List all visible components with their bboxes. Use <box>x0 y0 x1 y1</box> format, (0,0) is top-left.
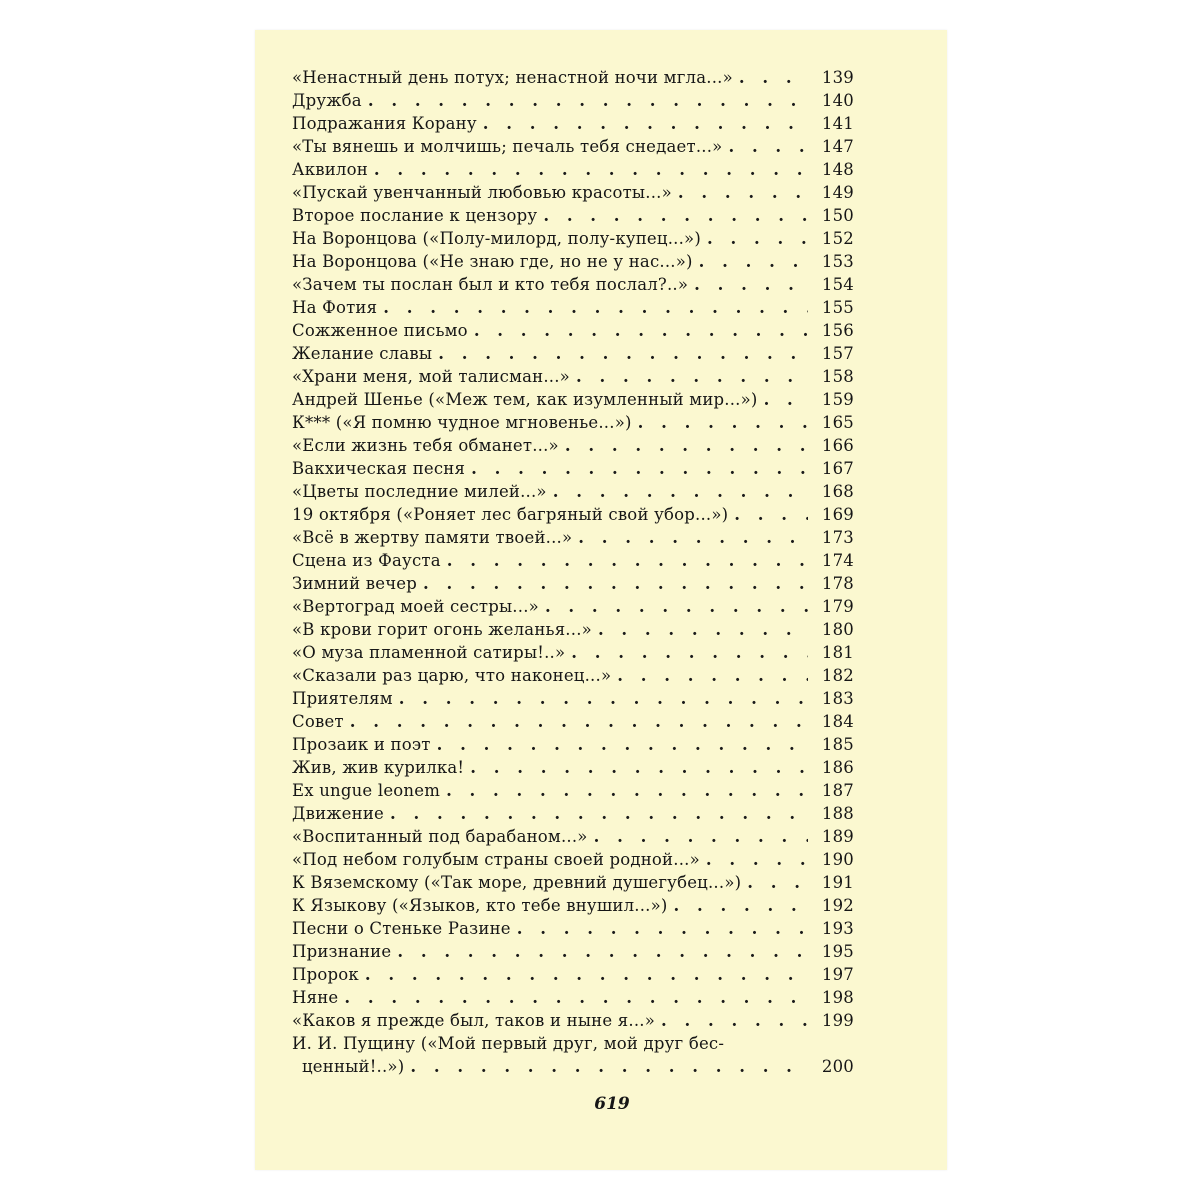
dot-leader <box>565 434 808 457</box>
toc-entry-title: «Вертоград моей сестры...» <box>292 597 539 616</box>
toc-entry <box>292 503 854 526</box>
dot-leader <box>350 710 808 733</box>
dot-leader <box>471 457 808 480</box>
toc-entry-page: 139 <box>821 68 854 87</box>
dot-leader <box>410 1055 808 1078</box>
toc-entry-title: «Зачем ты послан был и кто тебя послал?..» <box>292 275 689 294</box>
toc-entry-page: 189 <box>821 827 854 846</box>
toc-entry <box>292 618 854 641</box>
toc-entry-title: «Под небом голубым страны своей родной...» <box>292 850 700 869</box>
toc-entry <box>292 641 854 664</box>
toc-entry <box>292 710 854 733</box>
toc-entry <box>292 687 854 710</box>
toc-entry-title: «Сказали раз царю, что наконец...» <box>292 666 612 685</box>
dot-leader <box>545 595 808 618</box>
toc-entry-page: 152 <box>821 229 854 248</box>
toc-entry <box>292 135 854 158</box>
toc-entry-page: 178 <box>821 574 854 593</box>
toc-entry-page: 183 <box>821 689 854 708</box>
dot-leader <box>707 227 808 250</box>
toc-entry <box>292 411 854 434</box>
toc-entry <box>292 250 854 273</box>
toc-entry <box>292 940 854 963</box>
toc-entry-title: «Храни меня, мой талисман...» <box>292 367 570 386</box>
toc-entry-title: Подражания Корану <box>292 114 477 133</box>
toc-entry <box>292 986 854 1009</box>
toc-entry-page: 169 <box>821 505 854 524</box>
toc-entry-page: 195 <box>821 942 854 961</box>
dot-leader <box>747 871 808 894</box>
toc-entry-title: «Воспитанный под барабаном...» <box>292 827 588 846</box>
toc-entry-title: Желание славы <box>292 344 433 363</box>
toc-entry-title: К Вяземскому («Так море, древний душегубец...») <box>292 873 742 892</box>
toc-entry <box>292 457 854 480</box>
toc-entry-page: 181 <box>821 643 854 662</box>
dot-leader <box>617 664 808 687</box>
toc-entry <box>292 848 854 871</box>
toc-entry <box>292 779 854 802</box>
dot-leader <box>483 112 808 135</box>
toc-entry-page: 168 <box>821 482 854 501</box>
dot-leader <box>728 135 808 158</box>
toc-entry <box>292 89 854 112</box>
toc-entry-title: Второе послание к цензору <box>292 206 538 225</box>
toc-entry-page: 200 <box>821 1057 854 1076</box>
toc-entry <box>292 319 854 342</box>
toc-entry-page: 154 <box>821 275 854 294</box>
toc-entry-title: 19 октября («Роняет лес багряный свой убор...») <box>292 505 729 524</box>
dot-leader <box>397 940 808 963</box>
toc-entry <box>292 1009 854 1032</box>
dot-leader <box>447 549 808 572</box>
toc-entry-title-line2: ценный!..») <box>302 1057 405 1076</box>
toc-entry-title: «Цветы последние милей...» <box>292 482 547 501</box>
dot-leader <box>365 963 808 986</box>
dot-leader <box>706 848 808 871</box>
toc-entry-title: Дружба <box>292 91 362 110</box>
toc-entry-page: 166 <box>821 436 854 455</box>
toc-entry <box>292 664 854 687</box>
toc-entry-page: 150 <box>821 206 854 225</box>
toc-entry <box>292 273 854 296</box>
toc-entry-page: 187 <box>821 781 854 800</box>
toc-entry <box>292 181 854 204</box>
dot-leader <box>674 894 808 917</box>
toc-entry-page: 153 <box>821 252 854 271</box>
toc-entry-page: 159 <box>821 390 854 409</box>
dot-leader <box>438 342 808 365</box>
toc-entry-title: Жив, жив курилка! <box>292 758 465 777</box>
toc-entry-title: Совет <box>292 712 344 731</box>
dot-leader <box>474 319 808 342</box>
toc-entry-title: На Воронцова («Полу-милорд, полу-купец...») <box>292 229 701 248</box>
toc-entry-title: Ex ungue leonem <box>292 781 441 800</box>
toc-entry-multiline-first <box>292 1032 854 1055</box>
toc-entry <box>292 296 854 319</box>
toc-entry <box>292 480 854 503</box>
toc-entry-page: 141 <box>821 114 854 133</box>
toc-entry-page: 185 <box>821 735 854 754</box>
toc-entry <box>292 963 854 986</box>
dot-leader <box>368 89 808 112</box>
toc-entry-page: 193 <box>821 919 854 938</box>
toc-entry-page: 148 <box>821 160 854 179</box>
toc-entry-title: Няне <box>292 988 339 1007</box>
toc-entry-page: 199 <box>821 1011 854 1030</box>
toc-entry-page: 158 <box>821 367 854 386</box>
toc-entry-title: Сожженное письмо <box>292 321 468 340</box>
toc-entry-title: Пророк <box>292 965 359 984</box>
dot-leader <box>553 480 808 503</box>
toc-entry-page: 197 <box>821 965 854 984</box>
dot-leader <box>517 917 808 940</box>
toc-entry <box>292 802 854 825</box>
dot-leader <box>383 296 808 319</box>
toc-entry-title: «Каков я прежде был, таков и ныне я...» <box>292 1011 656 1030</box>
dot-leader <box>399 687 808 710</box>
dot-leader <box>344 986 808 1009</box>
dot-leader <box>594 825 808 848</box>
dot-leader <box>576 365 808 388</box>
dot-leader <box>571 641 808 664</box>
toc-entry-page: 149 <box>821 183 854 202</box>
toc-entry-page: 180 <box>821 620 854 639</box>
toc-entry-multiline-second <box>292 1055 854 1078</box>
toc-entry-page: 182 <box>821 666 854 685</box>
toc-entry <box>292 204 854 227</box>
toc-entry-title: Андрей Шенье («Меж тем, как изумленный мир...») <box>292 390 758 409</box>
dot-leader <box>661 1009 808 1032</box>
toc-entry-page: 147 <box>821 137 854 156</box>
toc-entry-page: 156 <box>821 321 854 340</box>
dot-leader <box>694 273 808 296</box>
toc-entry-title: «Пускай увенчанный любовью красоты...» <box>292 183 672 202</box>
toc-entry-title: К*** («Я помню чудное мгновенье...») <box>292 413 632 432</box>
dot-leader <box>423 572 808 595</box>
dot-leader <box>390 802 808 825</box>
toc-entry <box>292 756 854 779</box>
toc-entry-page: 184 <box>821 712 854 731</box>
toc-entry-title: Движение <box>292 804 385 823</box>
toc-entry <box>292 871 854 894</box>
dot-leader <box>437 733 808 756</box>
toc-entry-title: Вакхическая песня <box>292 459 466 478</box>
toc-entry-title: Прозаик и поэт <box>292 735 431 754</box>
toc-entry-page: 190 <box>821 850 854 869</box>
dot-leader <box>543 204 808 227</box>
toc-entry <box>292 549 854 572</box>
toc-entry-title: Признание <box>292 942 392 961</box>
toc-entry <box>292 227 854 250</box>
toc-entry-title: «Всё в жертву памяти твоей...» <box>292 528 573 547</box>
toc-entry-title: «В крови горит огонь желанья...» <box>292 620 592 639</box>
toc-entry-title: Аквилон <box>292 160 368 179</box>
toc-entry <box>292 572 854 595</box>
dot-leader <box>764 388 808 411</box>
toc-entry-title: На Фотия <box>292 298 378 317</box>
dot-leader <box>638 411 808 434</box>
toc-entry-title: Приятелям <box>292 689 393 708</box>
toc-entry <box>292 825 854 848</box>
toc-entry <box>292 434 854 457</box>
toc-entry-page: 174 <box>821 551 854 570</box>
toc-entry <box>292 733 854 756</box>
toc-entry-title: К Языкову («Языков, кто тебе внушил...») <box>292 896 668 915</box>
toc-entry-page: 188 <box>821 804 854 823</box>
toc-entry-page: 192 <box>821 896 854 915</box>
toc-entry-title: «Ты вянешь и молчишь; печаль тебя снедает...» <box>292 137 723 156</box>
toc-entry-title: «Ненастный день потух; ненастной ночи мгла...» <box>292 68 733 87</box>
dot-leader <box>699 250 808 273</box>
toc-entry <box>292 66 854 89</box>
toc-entry-title: «О муза пламенной сатиры!..» <box>292 643 566 662</box>
toc-entry-page: 140 <box>821 91 854 110</box>
toc-entry-title: Сцена из Фауста <box>292 551 441 570</box>
toc-entry-page: 186 <box>821 758 854 777</box>
table-of-contents <box>292 66 854 1078</box>
toc-entry-title: Зимний вечер <box>292 574 418 593</box>
toc-entry <box>292 894 854 917</box>
toc-entry-page: 157 <box>821 344 854 363</box>
toc-entry <box>292 112 854 135</box>
toc-entry <box>292 388 854 411</box>
toc-entry-title: На Воронцова («Не знаю где, но не у нас...») <box>292 252 693 271</box>
toc-entry-page: 165 <box>821 413 854 432</box>
toc-entry <box>292 158 854 181</box>
page-number: 619 <box>594 1094 630 1114</box>
dot-leader <box>446 779 808 802</box>
dot-leader <box>598 618 808 641</box>
dot-leader <box>734 503 808 526</box>
toc-entry-page: 167 <box>821 459 854 478</box>
toc-entry-title: «Если жизнь тебя обманет...» <box>292 436 559 455</box>
toc-entry-page: 191 <box>821 873 854 892</box>
toc-entry-page: 179 <box>821 597 854 616</box>
toc-entry <box>292 365 854 388</box>
dot-leader <box>739 66 808 89</box>
dot-leader <box>470 756 808 779</box>
toc-entry <box>292 595 854 618</box>
dot-leader <box>374 158 808 181</box>
dot-leader <box>578 526 808 549</box>
toc-entry-page: 173 <box>821 528 854 547</box>
toc-entry-page: 198 <box>821 988 854 1007</box>
toc-entry <box>292 526 854 549</box>
toc-entry-page: 155 <box>821 298 854 317</box>
toc-entry-title-line1: И. И. Пущину («Мой первый друг, мой друг бес- <box>292 1034 725 1053</box>
toc-entry-title: Песни о Стеньке Разине <box>292 919 511 938</box>
dot-leader <box>678 181 808 204</box>
toc-entry <box>292 917 854 940</box>
toc-entry <box>292 342 854 365</box>
